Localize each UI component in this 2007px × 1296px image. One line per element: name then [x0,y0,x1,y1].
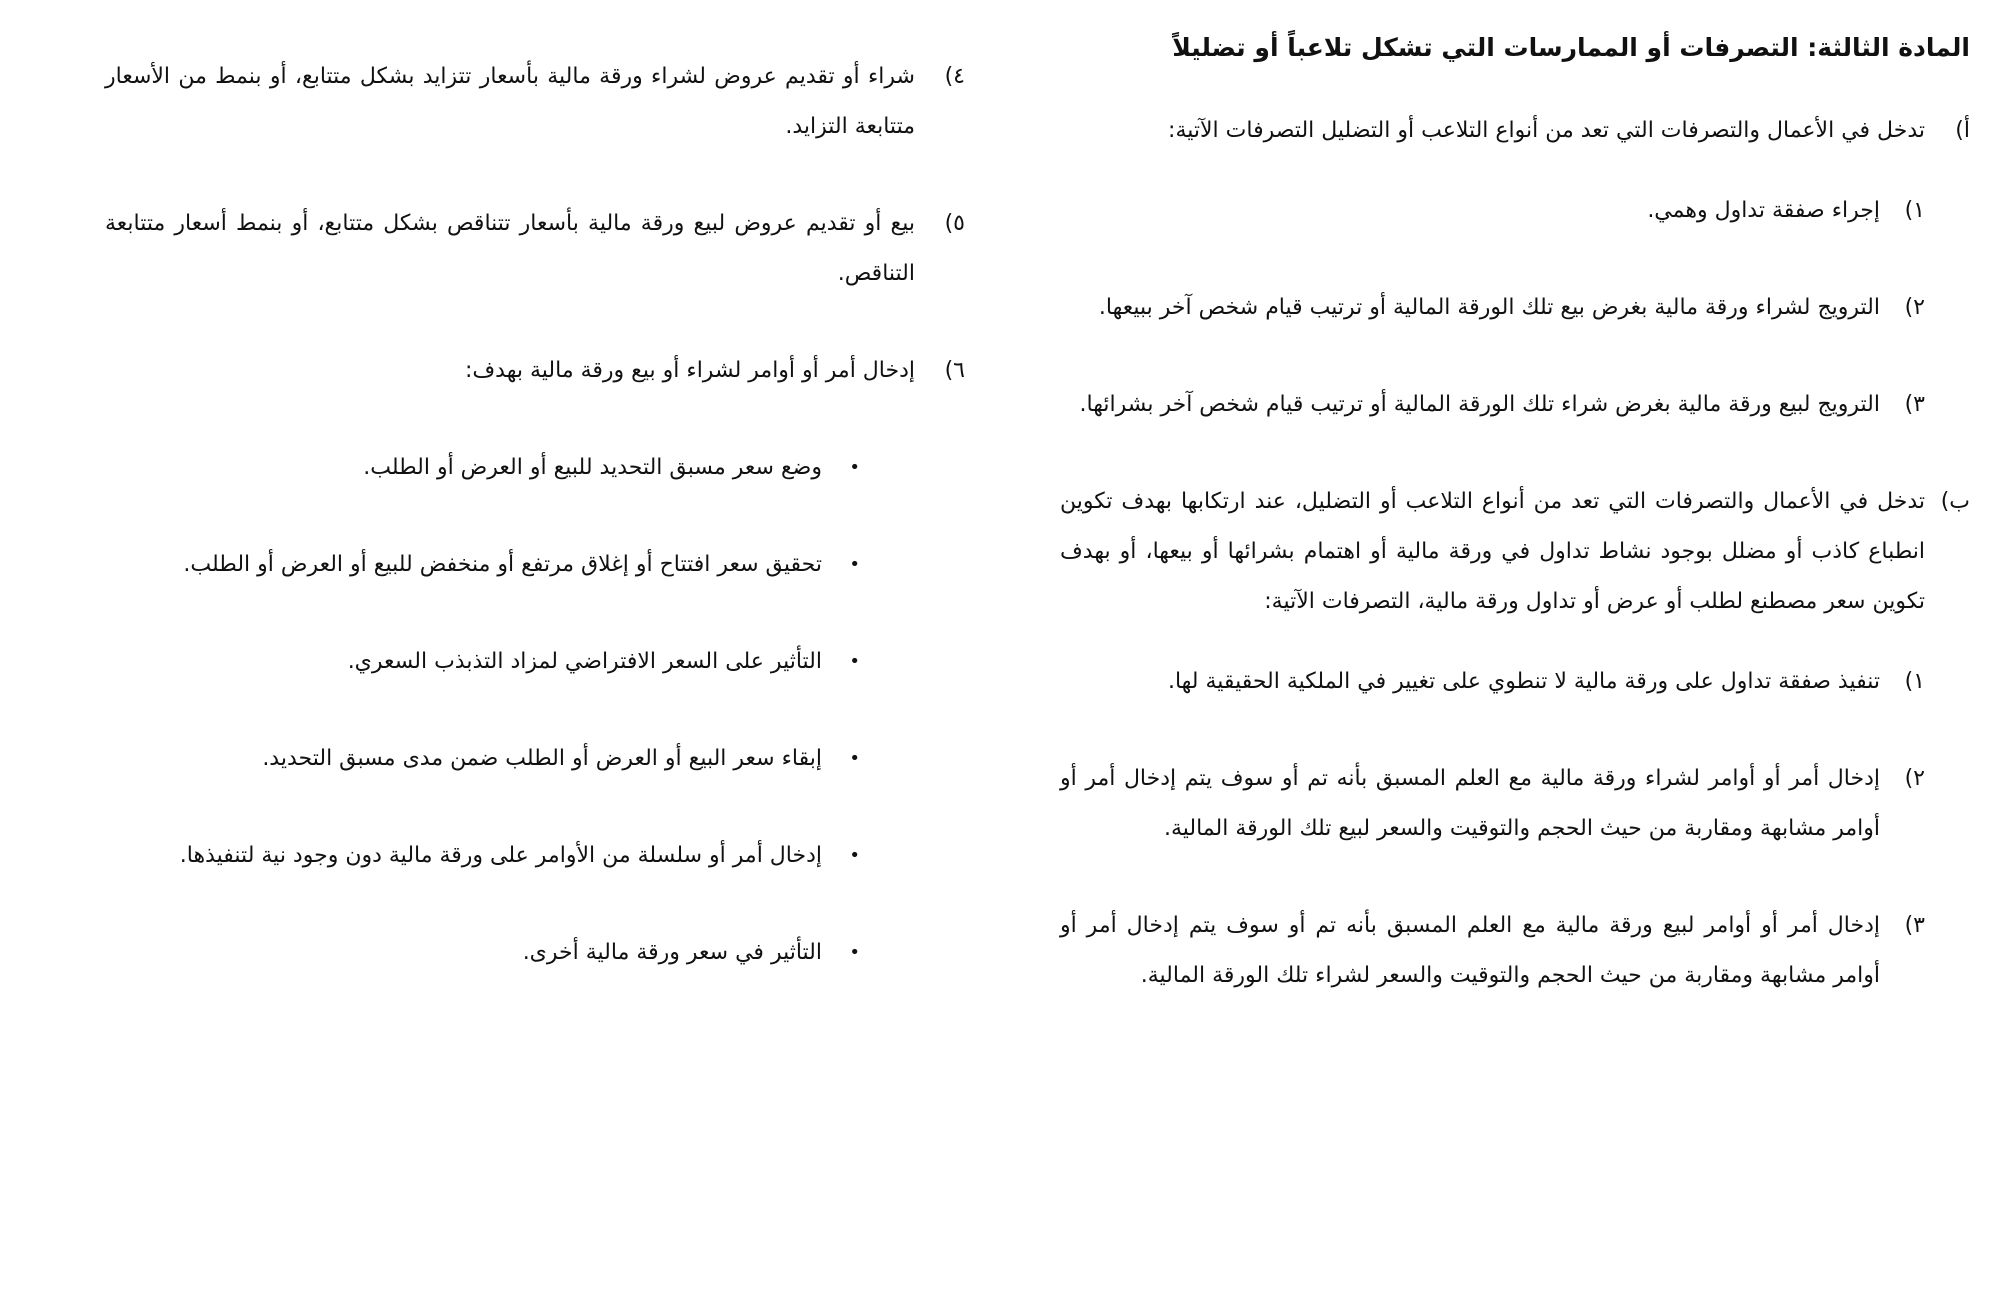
item-number: ٣) [1904,913,1925,938]
list-item [1060,901,1925,1001]
bullet-list [105,443,860,978]
item-number: ٢) [1904,295,1925,320]
bullet-icon: • [849,845,860,866]
list-item [1060,754,1925,854]
bullet-text: تحقيق سعر افتتاح أو إغلاق مرتفع أو منخفض للبيع أو العرض أو الطلب. [183,552,822,577]
list-item [1060,186,1925,236]
left-column [105,52,965,1025]
right-column [1060,28,1970,1048]
item-text: شراء أو تقديم عروض لشراء ورقة مالية بأسعار تتزايد بشكل متتابع، أو بنمط من الأسعار متتابعة التزايد. [105,64,915,139]
bullet-item [105,443,860,493]
section-a [1060,106,1970,156]
item-number: ٣) [1904,392,1925,417]
bullet-item [105,540,860,590]
list-item [105,346,965,396]
list-item [105,52,965,152]
section-marker: ب) [1940,489,1970,514]
item-number: ٥) [944,211,965,236]
bullet-icon: • [849,554,860,575]
article-title: المادة الثالثة: التصرفات أو الممارسات التي تشكل تلاعباً أو تضليلاً [1172,33,1970,62]
bullet-item [105,734,860,784]
bullet-text: إبقاء سعر البيع أو العرض أو الطلب ضمن مدى مسبق التحديد. [262,746,822,771]
list-item [1060,657,1925,707]
section-marker: أ) [1955,118,1970,143]
item-text: الترويج لبيع ورقة مالية بغرض شراء تلك الورقة المالية أو ترتيب قيام شخص آخر بشرائها. [1079,392,1880,417]
bullet-item [105,831,860,881]
item-number: ٦) [944,358,965,383]
bullet-icon: • [849,748,860,769]
section-text: تدخل في الأعمال والتصرفات التي تعد من أنواع التلاعب أو التضليل التصرفات الآتية: [1168,118,1925,143]
item-number: ١) [1904,198,1925,223]
bullet-icon: • [849,651,860,672]
bullet-text: وضع سعر مسبق التحديد للبيع أو العرض أو الطلب. [363,455,822,480]
item-text: بيع أو تقديم عروض لبيع ورقة مالية بأسعار تتناقص بشكل متتابع، أو بنمط أسعار متتابعة التناقص. [105,211,915,286]
item-text: تنفيذ صفقة تداول على ورقة مالية لا تنطوي على تغيير في الملكية الحقيقية لها. [1167,669,1880,694]
item-text: إجراء صفقة تداول وهمي. [1647,198,1880,223]
section-text: تدخل في الأعمال والتصرفات التي تعد من أنواع التلاعب أو التضليل، عند ارتكابها بهدف تكوين انطباع كاذب أو مضلل بوجود نشاط تداول في ورقة مالية أو اهتمام بشرائها أو بيعها، أو بهدف تكوين سعر مصطنع لطلب أو عرض أو تداول ورقة مالية، التصرفات الآتية: [1060,489,1925,614]
bullet-item [105,928,860,978]
bullet-text: إدخال أمر أو سلسلة من الأوامر على ورقة مالية دون وجود نية لتنفيذها. [179,843,822,868]
list-item [105,199,965,299]
item-number: ٤) [944,64,965,89]
bullet-text: التأثير في سعر ورقة مالية أخرى. [522,940,822,965]
item-text: إدخال أمر أو أوامر لشراء ورقة مالية مع العلم المسبق بأنه تم أو سوف يتم إدخال أمر أو أوامر مشابهة ومقاربة من حيث الحجم والتوقيت والسعر لبيع تلك الورقة المالية. [1060,766,1880,841]
item-text: الترويج لشراء ورقة مالية بغرض بيع تلك الورقة المالية أو ترتيب قيام شخص آخر ببيعها. [1098,295,1880,320]
section-b [1060,477,1970,627]
bullet-item [105,637,860,687]
bullet-icon: • [849,942,860,963]
list-item [1060,283,1925,333]
bullet-text: التأثير على السعر الافتراضي لمزاد التذبذب السعري. [347,649,822,674]
item-text: إدخال أمر أو أوامر لشراء أو بيع ورقة مالية بهدف: [464,358,915,383]
item-number: ٢) [1904,766,1925,791]
bullet-icon: • [849,457,860,478]
item-text: إدخال أمر أو أوامر لبيع ورقة مالية مع العلم المسبق بأنه تم أو سوف يتم إدخال أمر أو أوامر مشابهة ومقاربة من حيث الحجم والتوقيت والسعر لشراء تلك الورقة المالية. [1060,913,1880,988]
list-item [1060,380,1925,430]
item-number: ١) [1904,669,1925,694]
